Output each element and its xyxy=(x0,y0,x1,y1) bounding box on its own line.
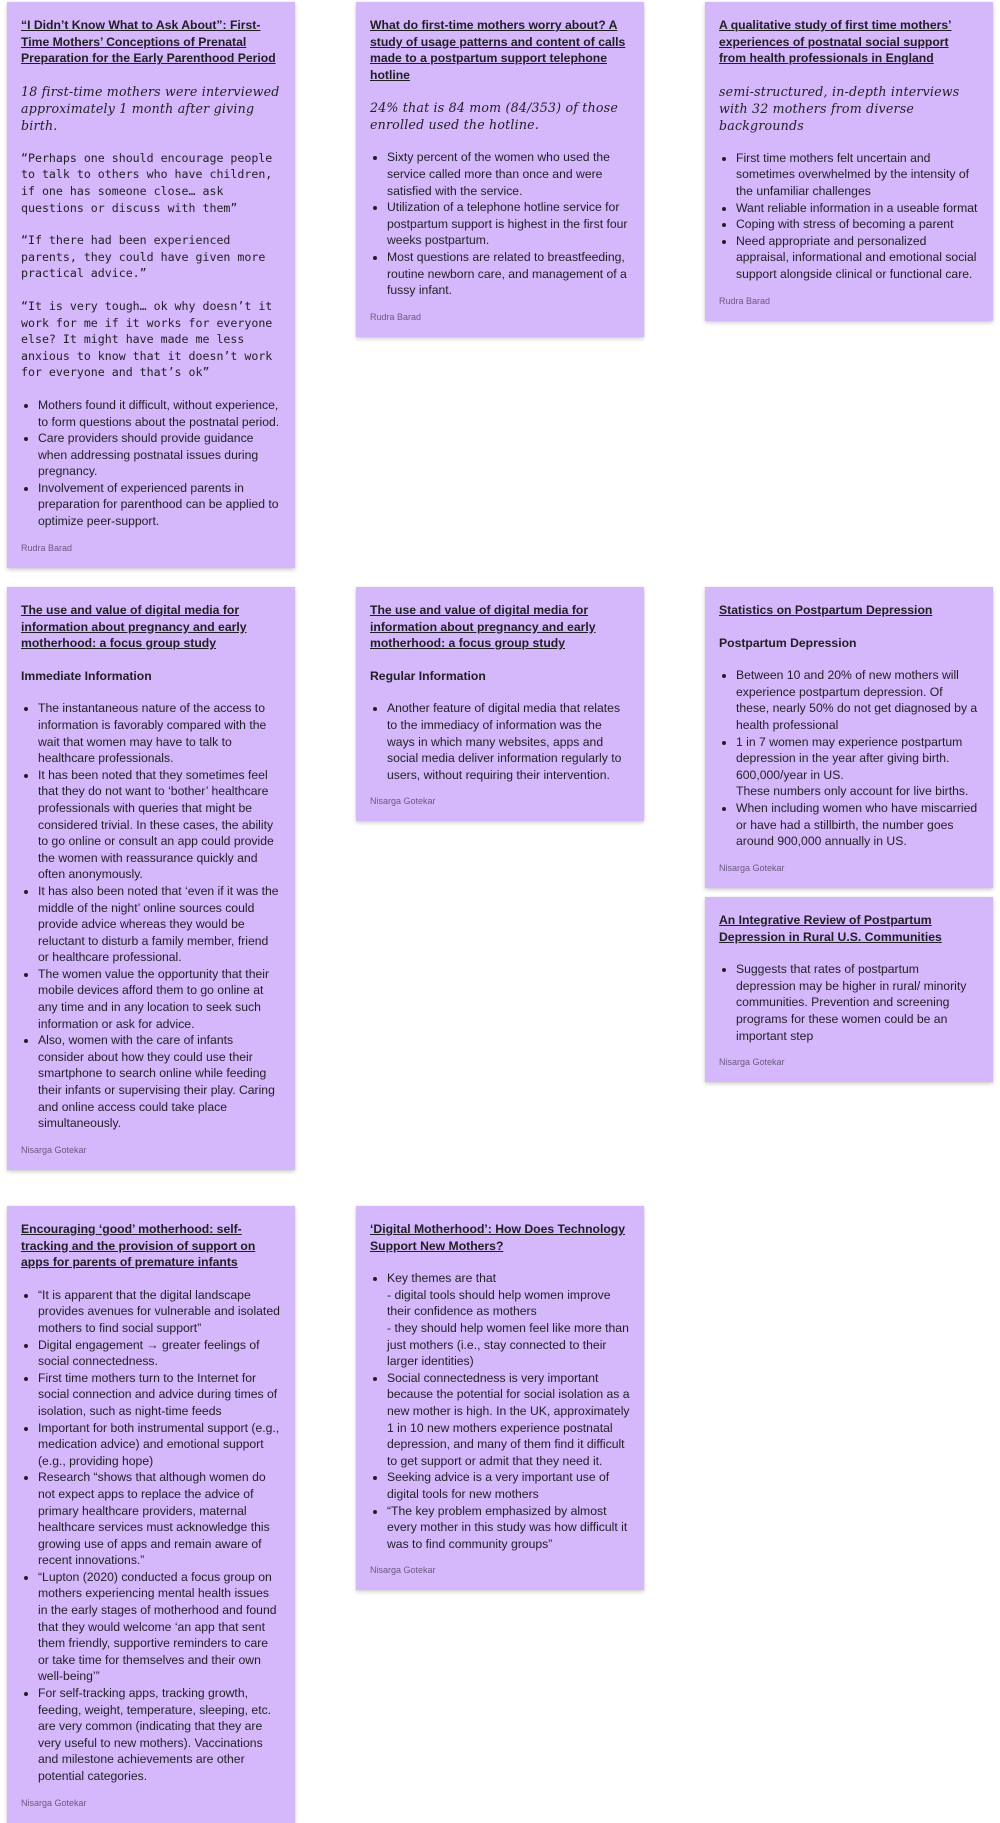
note-quote: “Perhaps one should encourage people to talk to others who have children, if one has someone close… ask questions or discuss with them” xyxy=(21,150,273,215)
sticky-note[interactable] xyxy=(705,587,993,888)
list-item: • Another feature of digital media that relates to the immediacy of information was the ways in which many websites, apps and social media deliver information regularly to users, without requiring their intervention. xyxy=(387,700,630,783)
note-subtitle: Immediate Information xyxy=(21,668,152,683)
note-bullet-list xyxy=(370,149,630,298)
sticky-note[interactable] xyxy=(7,2,295,568)
note-author: Rudra Barad xyxy=(21,542,73,553)
note-subtitle: Postpartum Depression xyxy=(719,635,857,650)
note-author: Nisarga Gotekar xyxy=(21,1144,87,1155)
list-item: • Sixty percent of the women who used the service called more than once and were satisfied with the service. xyxy=(387,149,630,199)
note-author: Nisarga Gotekar xyxy=(719,1057,785,1068)
list-item: • Social connectedness is very important because the potential for social isolation as a new mother is high. In the UK, approximately 1 in 10 new mothers experience postnatal depression, and many of them find it difficult to get support or admit that they need it. xyxy=(387,1370,630,1470)
note-subtitle: Regular Information xyxy=(370,668,486,683)
note-bullet-list xyxy=(719,150,979,283)
list-item: • Coping with stress of becoming a parent xyxy=(736,216,979,233)
list-item: • 1 in 7 women may experience postpartum depression in the year after giving birth. 600,000/year in US. These numbers only account for live births. xyxy=(736,734,979,800)
list-item: • Suggests that rates of postpartum depression may be higher in rural/ minority communities. Prevention and screening programs for these women could be an important step xyxy=(736,961,979,1044)
list-item: • Research “shows that although women do not expect apps to replace the advice of primary healthcare providers, maternal healthcare services must acknowledge this growing use of apps and remain aware of recent innovations.” xyxy=(38,1469,281,1569)
list-item: • It has also been noted that ‘even if it was the middle of the night’ online sources could provide advice whereas they would be reluctant to disturb a family member, friend or healthcare professional. xyxy=(38,883,281,966)
note-summary: semi-structured, in-depth interviews with 32 mothers from diverse backgrounds xyxy=(719,83,960,133)
sticky-note[interactable] xyxy=(705,2,993,321)
list-item: • It has been noted that they sometimes feel that they do not want to ‘bother’ healthcare professionals with queries that might be considered trivial. In these cases, the ability to go online or consult an app could provide the women with reassurance quickly and often anonymously. xyxy=(38,767,281,883)
list-item: • First time mothers turn to the Internet for social connection and advice during times of isolation, such as night-time feeds xyxy=(38,1370,281,1420)
note-title[interactable]: What do first-time mothers worry about? A study of usage patterns and content of calls made to a postpartum support telephone hotline xyxy=(370,18,626,82)
list-item: • Need appropriate and personalized appraisal, informational and emotional social support alongside clinical or functional care. xyxy=(736,233,979,283)
note-title[interactable]: “I Didn’t Know What to Ask About”: First-Time Mothers’ Conceptions of Prenatal Preparation for the Early Parenthood Period xyxy=(21,18,276,66)
list-item: • For self-tracking apps, tracking growth, feeding, weight, temperature, sleeping, etc. are very common (indicating that they are very useful to new mothers). Vaccinations and milestone achievements are other potential categories. xyxy=(38,1685,281,1785)
sticky-note[interactable] xyxy=(7,587,295,1170)
note-author: Rudra Barad xyxy=(719,295,771,306)
list-item: • Utilization of a telephone hotline service for postpartum support is highest in the first four weeks postpartum. xyxy=(387,199,630,249)
note-title[interactable]: Statistics on Postpartum Depression xyxy=(719,603,933,617)
list-item: • When including women who have miscarried or have had a stillbirth, the number goes around 900,000 annually in US. xyxy=(736,800,979,850)
note-quote: “If there had been experienced parents, they could have given more practical advice.” xyxy=(21,233,266,281)
sticky-note[interactable] xyxy=(356,587,644,821)
list-item: • Key themes are that - digital tools should help women improve their confidence as mothers - they should help women feel like more than just mothers (i.e., stay connected to their larger identities) xyxy=(387,1270,630,1370)
list-item: • First time mothers felt uncertain and sometimes overwhelmed by the intensity of the unfamiliar challenges xyxy=(736,150,979,200)
note-title[interactable]: A qualitative study of first time mothers’ experiences of postnatal social support from health professionals in England xyxy=(719,18,952,66)
list-item: • “It is apparent that the digital landscape provides avenues for vulnerable and isolated mothers to find social support” xyxy=(38,1287,281,1337)
list-item: • Want reliable information in a useable format xyxy=(736,200,979,217)
list-item: • Mothers found it difficult, without experience, to form questions about the postnatal period. xyxy=(38,397,281,430)
list-item: • “Lupton (2020) conducted a focus group on mothers experiencing mental health issues in the early stages of motherhood and found that they would welcome ‘an app that sent them friendly, supportive reminders to care or take time for themselves and their own well-being’” xyxy=(38,1569,281,1685)
note-title[interactable]: The use and value of digital media for information about pregnancy and early motherhood: a focus group study xyxy=(370,603,596,651)
list-item: • Most questions are related to breastfeeding, routine newborn care, and management of a fussy infant. xyxy=(387,249,630,299)
note-author: Rudra Barad xyxy=(370,311,422,322)
list-item: • The women value the opportunity that their mobile devices afford them to go online at any time and in any location to seek such information or ask for advice. xyxy=(38,966,281,1032)
list-item: • Involvement of experienced parents in preparation for parenthood can be applied to optimize peer-support. xyxy=(38,480,281,530)
note-bullet-list xyxy=(719,961,979,1044)
sticky-note[interactable] xyxy=(705,897,993,1082)
sticky-note[interactable] xyxy=(7,1206,295,1823)
note-bullet-list xyxy=(21,397,281,530)
note-quote: “It is very tough… ok why doesn’t it work for me if it works for everyone else? It might have made me less anxious to know that it doesn’t work for everyone and that’s ok” xyxy=(21,298,273,380)
note-author: Nisarga Gotekar xyxy=(370,796,436,807)
note-bullet-list xyxy=(719,667,979,850)
list-item: • Care providers should provide guidance when addressing postnatal issues during pregnancy. xyxy=(38,430,281,480)
sticky-note[interactable] xyxy=(356,1206,644,1590)
list-item: • Seeking advice is a very important use of digital tools for new mothers xyxy=(387,1469,630,1502)
note-title[interactable]: An Integrative Review of Postpartum Depression in Rural U.S. Communities xyxy=(719,913,942,944)
note-bullet-list xyxy=(370,1270,630,1552)
note-bullet-list xyxy=(21,1287,281,1785)
list-item: • Digital engagement → greater feelings of social connectedness. xyxy=(38,1337,281,1370)
note-bullet-list xyxy=(370,700,630,783)
note-summary: 24% that is 84 mom (84/353) of those enrolled used the hotline. xyxy=(370,100,618,133)
list-item: • The instantaneous nature of the access to information is favorably compared with the wait that women may have to talk to healthcare professionals. xyxy=(38,700,281,766)
note-author: Nisarga Gotekar xyxy=(21,1797,87,1808)
note-title[interactable]: The use and value of digital media for information about pregnancy and early motherhood: a focus group study xyxy=(21,603,247,651)
list-item: • “The key problem emphasized by almost every mother in this study was how difficult it was to find community groups” xyxy=(387,1503,630,1553)
list-item: • Between 10 and 20% of new mothers will experience postpartum depression. Of these, nearly 50% do not get diagnosed by a health professional xyxy=(736,667,979,733)
note-title[interactable]: ‘Digital Motherhood’: How Does Technology Support New Mothers? xyxy=(370,1222,626,1253)
list-item: • Important for both instrumental support (e.g., medication advice) and emotional support (e.g., providing hope) xyxy=(38,1420,281,1470)
sticky-note[interactable] xyxy=(356,2,644,337)
note-summary: 18 first-time mothers were interviewed approximately 1 month after giving birth. xyxy=(21,83,280,133)
note-bullet-list xyxy=(21,700,281,1131)
note-author: Nisarga Gotekar xyxy=(370,1565,436,1576)
list-item: • Also, women with the care of infants consider about how they could use their smartphone to search online while feeding their infants or supervising their play. Caring and online access could take place simultaneously. xyxy=(38,1032,281,1132)
note-title[interactable]: Encouraging ‘good’ motherhood: self-tracking and the provision of support on apps for parents of premature infants xyxy=(21,1222,256,1270)
note-author: Nisarga Gotekar xyxy=(719,862,785,873)
